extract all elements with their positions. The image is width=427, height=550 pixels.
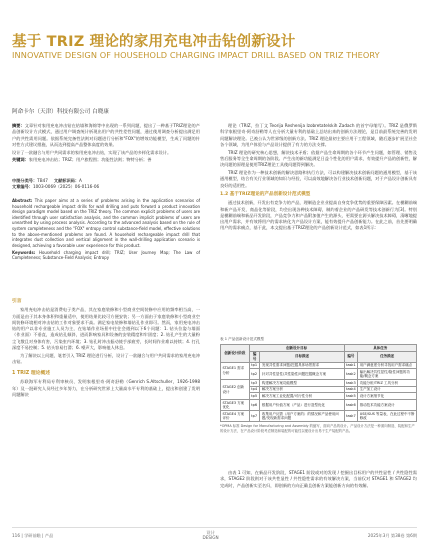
footer-right: 2025年3月 第38卷 第6期 <box>367 532 417 538</box>
table-cell-goal-id: tp5 <box>249 393 260 400</box>
abstract-label: 摘要： <box>12 123 25 128</box>
table-row <box>221 399 417 410</box>
table-cell-stage: STAGE2 创新设计 <box>221 380 250 400</box>
table-subheader: 编号 <box>249 351 260 362</box>
table-cell-task-id: task1 <box>346 363 356 368</box>
body-paragraph: 由表 1 可知，在新品开发阶段，STAGE1 阶段或对的发现 / 挖掘出目标用户的共性显性 / 共性隐性需求，STAGE2 阶段则对于该共性显性 / 共性隐性需求的有效解决方案，当前仅对 STAGE1 和 STAGE2 均完成时，产品创新实至名归，即创新的方向正确且创新方案能创新方向的有效解。 <box>220 470 417 488</box>
page-footer <box>12 527 417 540</box>
body-paragraph: 理论（TRIZ，拉丁文 Teorija Reshenija Izobretatelskih Zadach 的首字母缩写）。TRIZ 是俄罗斯科学家根里奇·阿奇舒勒等人在分析大量专利的基础上总结出来的创新方法理论，是目前最系统完善的发明问题解决理论。已被公认为世界级的创新方法。TRIZ 理论最初主要应用于工程领域，随后逐步扩展至社会各个领域，为用户体验与产品设计提供了有力的方法支撑。 <box>220 123 417 147</box>
table-cell-stage: STAGE3 方案优化 <box>221 399 250 410</box>
design-paradigm-table <box>220 344 417 422</box>
clc-label: 中图分类号： <box>12 178 38 183</box>
doc-code-label: 文献标识码： <box>53 178 80 183</box>
table-row <box>221 386 417 393</box>
article-number-label: 文章编号： <box>12 184 33 190</box>
body-paragraph: 苏联海军专利局专利审核员、发明家根里奇·阿奇舒勒（Genrich S.Altschuller，1926-1998 年）及一批研究人员经过多年努力，在分析研究世界上大量高水平专利的基础上，提出和创建了发明问题解决 <box>12 379 200 397</box>
footer-left: 116 | 学研前瞻 | 产品 <box>12 532 54 538</box>
table-cell-task-id: task4 <box>346 387 356 392</box>
table-cell-task: USE/SUS 等量表，在此过程中不断修改 <box>358 410 417 421</box>
table-cell-goal: 针对共性显性/共性隐性问题挖掘概念方案 <box>260 369 344 380</box>
abstract-text-2: 设计了一款融合与用户共同需求的家用充电冲击钻，实现了该产品的多样化需求设计。 <box>12 149 172 155</box>
table-row <box>221 369 417 380</box>
table-subheader: 任务描述 <box>358 351 417 362</box>
table-cell-task-id: task5 <box>346 393 356 398</box>
section-heading-triz: 1 TRIZ 理论概述 <box>12 370 51 376</box>
table-cell-goal-id: tp4 <box>249 386 260 393</box>
abstract-en-text: This paper aims at a series of problems arising in the application scenarios of household rechargeable impact drills for wall drilling and puts forward a product innovation design paradigm model based on the TRIZ theory. The common explicit problems of users are identified through user satisfaction analysis, and the common implicit problems of users are unearthed by using process analysis. According to the advanced analysis based on the rule of system completeness and the "FOX" entropy control substance-field model, effective solutions to the above-mentioned problems are found. A household rechargeable impact drill that integrates dust collection and vertical alignment in the wall-drilling application scenario is designed, achieving a favorable user experience for this product. <box>12 198 200 248</box>
table-header: 创新设计目标 <box>249 345 344 352</box>
table-cell-task-id: task6 <box>344 399 358 410</box>
table-cell-goal: 解决方案工业化配置/可行性分析 <box>260 393 344 400</box>
body-paragraph: TRIZ 理论的研究核心思想，解决技术矛盾；依据产品生命周期的各个环节产生问题，如管理、销售及售后服务等全生命周期的各阶段。产生出的新功能满足日益个性化的用户需求，有效提升产品的创新性，解决问题的原理是使用TRIZ理论工具使问题得到解决。 <box>220 149 417 168</box>
table-1 <box>220 337 417 433</box>
clc-value: TB47 <box>37 178 48 183</box>
abstract-en-label: Abstract: <box>12 198 33 203</box>
keywords-en-text: Household charging impact drill; TRIZ; User Journey Map; The Law of Completeness; Substance-Field Analysis; Entropy <box>12 249 200 261</box>
table-cell-goal: 根据用户价值方案（产品）进行造型优化 <box>260 399 344 410</box>
table-cell-goal: 构建解决方案功能模型 <box>260 380 344 387</box>
table-subheader: 编号 <box>344 351 358 362</box>
table-cell-goal: 收集用户反馈（用户方案的）的情况和产品使用问题/发现新需求问题 <box>260 410 344 421</box>
doc-code-value: A <box>79 178 82 183</box>
table-cell-goal-id: tp1 <box>249 362 260 369</box>
table-cell-stage: STAGE4 方案评价 <box>221 410 250 421</box>
table-cell-task-id: task7 <box>344 410 358 421</box>
left-column-body <box>12 295 200 400</box>
article-title: 基于 TRIZ 理论的家用充电冲击钻创新设计 <box>12 34 296 50</box>
footer-mid-en: DESIGN <box>202 534 219 540</box>
subsection-title: 1.2 基于TRIZ理论的产品创新设计范式模型 <box>220 191 311 197</box>
footer-mid-cn: 设计 <box>206 530 215 535</box>
abstract-text: 文章针对家用充电冲击钻在钻墙和海绵等中出现的一系列问题，提出了一种基于TRIZ理论的产品创新设计方式模式，通过用户调查统计析现出用户的共性差性问题，通过使用调查分析提出满足用户的共性需用问题。依据系统完备性法则对问题进行分析和"FOX"的增效功能模型，生成了问题的针对性方式建议措施，从而达到提高产品整体高度的效果。 <box>12 123 200 147</box>
article-title-english: INNOVATIVE DESIGN OF HOUSEHOLD CHARGING IMPACT DRILL BASED ON TRIZ THEORY <box>12 50 380 60</box>
table-subheader: 目标描述 <box>260 351 344 362</box>
table-note: *OPMA 标准 Design for Manufacturing and Assembly 的缩写，面向产品的设计。产品设计方法是一种面向制造、装配和生产的设计方法，在产品设计阶段考虑制造和装配的可能性以便设计出易于生产装配的产品。 <box>220 423 415 433</box>
table-cell-task: 功能分析/TRIZ 工具分析 <box>358 380 417 387</box>
article-metadata <box>12 178 200 190</box>
footer-mid <box>203 531 219 540</box>
right-column-intro <box>220 123 417 233</box>
article-number-value: 1003-0069（2025）06-0116-06 <box>32 184 100 190</box>
table-row <box>221 393 417 400</box>
section-heading-intro: 引言 <box>12 299 22 304</box>
table-cell-task: 用户满意度分析寻找用户需求痛点 <box>358 362 417 369</box>
table-cell-task: 推动技术功能方案设计 <box>358 399 417 410</box>
table-header: 具体任务 <box>344 345 416 352</box>
table-caption: 表 1 产品创新设计范式模型 <box>220 337 265 341</box>
keywords-label: 关键词： <box>12 157 29 163</box>
author-line: 阿命卡尔（天津）科技有限公司 白晓康 <box>12 109 109 115</box>
table-cell-goal: 解决方案分析 <box>260 386 344 393</box>
table-cell-stage: STAGE1 需求分析 <box>221 362 250 380</box>
body-paragraph: 家用充电冲击钻是消费电子类产品，其在家庭装修和小型商业空间装修中应用的频率相当高，一方面是由于其本身体积和重量适中，使用结果比较可方便安装；另一方面由于家庭装修和小型商业空间装修环境相对冲击钻的工作对象要求不高。满足家电装修和墙钻孔作业即可。然而，家用充电冲击钻的用户以非专业施工人员为主，在钻墙作业场景中往往会遇到以下6个问题：1. 钻头位姿与墙面（作业面）不垂直，造成钻孔倾斜，进而影响家具和设备的安装精度和牢固度；2. 钻孔产生的大量粉尘飞散且对身体有害，污染室内环境；3. 钻孔时冲击振动使手部疲劳，长时间作业难以持续；4. 打孔深度不易控制；5. 钻头容易打滑；6. 噪声大，影响他人休息。 <box>12 307 200 351</box>
body-paragraph: 通过技术创新，开发出有竞争力的产品，理制造企业业提高自身竞争优势的重要保障因素。在模糊前端和新产品开发、商品化等阶段，均会出现各种技术障碍，制约着企业的产品研发等技术创新行为[3]。特别是模糊前端和新品开发阶段，产品竞争力和产品附加值产生的源头，更需要在源头解决技术障碍，清晰地提出用户需求，并有效将用户的需求转化为产品设计方案，能有效提升产品创新能力。在此之前，首先要明确用户的需求痛点，基于此，本文提出基于TRIZ理论的产品创新设计范式，如表1所示： <box>220 200 417 231</box>
table-cell-task: 输出解决共性显性/隐性问题的功能/概念方案 <box>358 369 417 380</box>
table-cell-goal-id: tp7 <box>249 410 260 421</box>
right-column-tail <box>220 470 417 489</box>
keywords-en-label: Keywords: <box>12 249 36 255</box>
table-cell-goal-id: tp2 <box>249 369 260 380</box>
table-row <box>221 410 417 421</box>
keywords-text: 家用充电冲击钻；TRIZ；用户旅程图；功能性法则；物特分析；善 <box>28 157 152 163</box>
table-cell-goal: 发现共性需求问题/挖掘具体场景需求 <box>260 362 344 369</box>
table-cell-goal-id: tp6 <box>249 399 260 410</box>
abstract-chinese <box>12 123 200 165</box>
body-paragraph: TRIZ 理论作为一种技术创新的解决思路和执行方法，可以构建解决技术创新问题的通用模型，基于该通用模型，结合有关行业领域的知识与经验，可以高效地解决各行业技术创新问题，对于产品设计创新具有良好的适用性。 <box>220 170 417 188</box>
table-header: 创新设计阶段 <box>221 345 250 363</box>
table-cell-goal-id: tp3 <box>249 380 260 387</box>
table-cell-task-id: task2 <box>344 369 358 380</box>
table-row <box>221 380 417 387</box>
table-cell-task: 生产加工设计 <box>358 386 417 393</box>
body-paragraph: 为了解决以上问题，笔者引入 TRIZ 理论进行分析，设计了一款融合与用户共同需求的家用充电冲击钻。 <box>12 352 200 365</box>
table-cell-task: 设计方案细节化 <box>358 393 417 400</box>
table-row <box>221 362 417 369</box>
abstract-english <box>12 198 200 263</box>
table-cell-task-id: task3 <box>346 380 356 385</box>
